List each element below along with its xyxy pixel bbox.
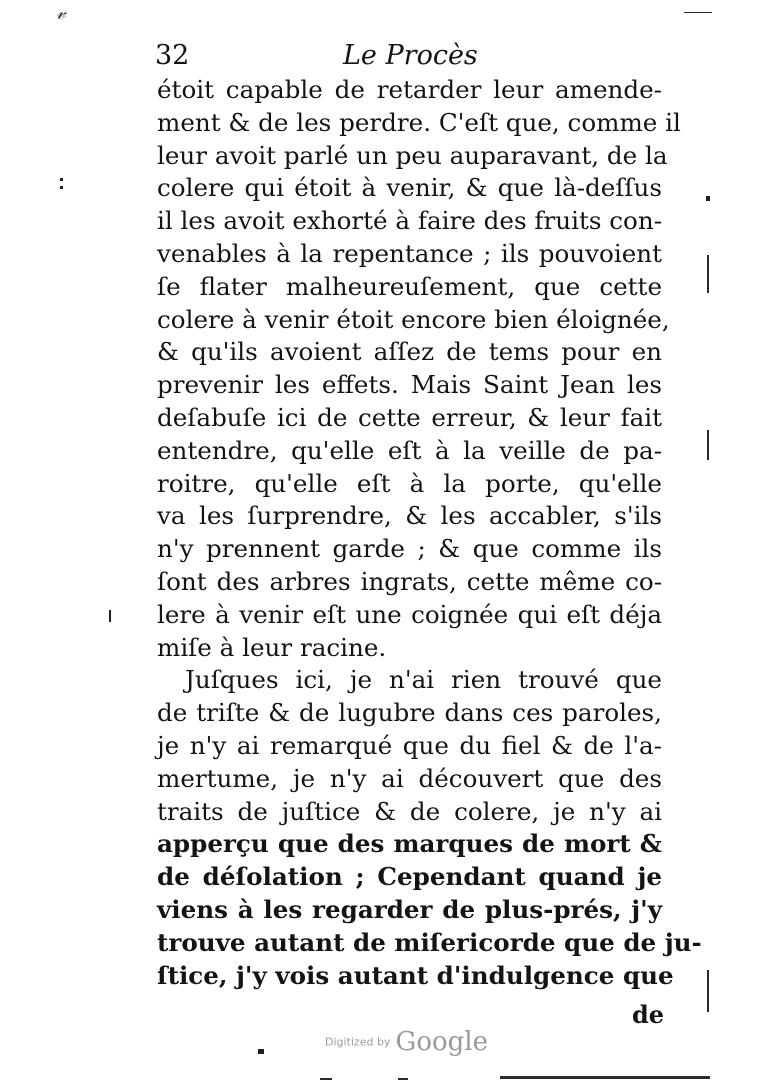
text-line: prevenir les effets. Mais Saint Jean les — [157, 370, 662, 400]
text-line: trouve autant de miſericorde que de ju- — [157, 927, 702, 957]
text-line: il les avoit exhorté à faire des fruits con- — [157, 206, 663, 236]
scan-edge-line — [707, 970, 709, 1012]
text-line: ment & de les perdre. C'eſt que, comme il — [157, 107, 681, 137]
text-line: va les ſurprendre, & les accabler, s'ils — [157, 501, 662, 531]
page-number: 32 — [155, 40, 190, 71]
speck-mark — [258, 1049, 264, 1054]
speck-mark — [60, 186, 63, 189]
text-line: colere qui étoit à venir, & que là-deſſus — [157, 173, 662, 203]
text-line: roitre, qu'elle eſt à la porte, qu'elle — [157, 468, 662, 498]
corner-pen-mark: 𝓋 — [56, 0, 66, 24]
scan-edge-line — [707, 430, 709, 460]
text-line: viens à les regarder de plus-prés, j'y — [157, 894, 662, 924]
scan-edge-line — [398, 1078, 408, 1080]
text-line: Juſques ici, je n'ai rien trouvé que — [185, 665, 662, 695]
text-line: deſabuſe ici de cette erreur, & leur fait — [157, 402, 662, 432]
scan-edge-line — [684, 12, 712, 13]
text-line: & qu'ils avoient aſſez de tems pour en — [157, 337, 662, 367]
speck-mark — [109, 610, 111, 622]
running-head — [155, 38, 663, 74]
scan-edge-line — [320, 1078, 332, 1080]
text-line: venables à la repentance ; ils pouvoient — [157, 238, 662, 268]
scan-edge-line — [500, 1076, 710, 1079]
text-line: lere à venir eſt une coignée qui eſt déja — [157, 599, 662, 629]
speck-mark — [60, 178, 63, 181]
text-line: de déſolation ; Cependant quand je — [157, 862, 662, 892]
running-title: Le Procès — [343, 40, 478, 71]
text-line: n'y prennent garde ; & que comme ils — [157, 534, 662, 564]
text-line: mertume, je n'y ai découvert que des — [157, 763, 662, 793]
text-line: ſtice, j'y vois autant d'indulgence que — [157, 960, 674, 990]
scan-edge-line — [707, 255, 709, 293]
text-line: apperçu que des marques de mort & — [157, 829, 662, 859]
text-line: traits de juſtice & de colere, je n'y ai — [157, 796, 662, 826]
text-line: colere à venir étoit encore bien éloignée, — [157, 304, 670, 334]
text-line: leur avoit parlé un peu auparavant, de la — [157, 140, 668, 170]
text-line: miſe à leur racine. — [157, 632, 387, 662]
digitized-watermark — [325, 1027, 488, 1067]
catchword: de — [631, 1000, 664, 1029]
text-line: je n'y ai remarqué que du fiel & de l'a- — [157, 730, 662, 760]
text-line: étoit capable de retarder leur amende- — [157, 75, 662, 104]
digitized-by-label: Digitized by — [325, 1035, 391, 1049]
text-line: entendre, qu'elle eſt à la veille de pa- — [157, 435, 662, 465]
text-line: ſe flater malheureuſement, que cette — [157, 271, 662, 301]
speck-mark — [706, 196, 710, 201]
text-line: de triſte & de lugubre dans ces paroles, — [157, 698, 662, 728]
google-logo-text: Google — [395, 1027, 488, 1057]
text-line: ſont des arbres ingrats, cette même co- — [157, 566, 662, 596]
body-text — [157, 74, 702, 992]
